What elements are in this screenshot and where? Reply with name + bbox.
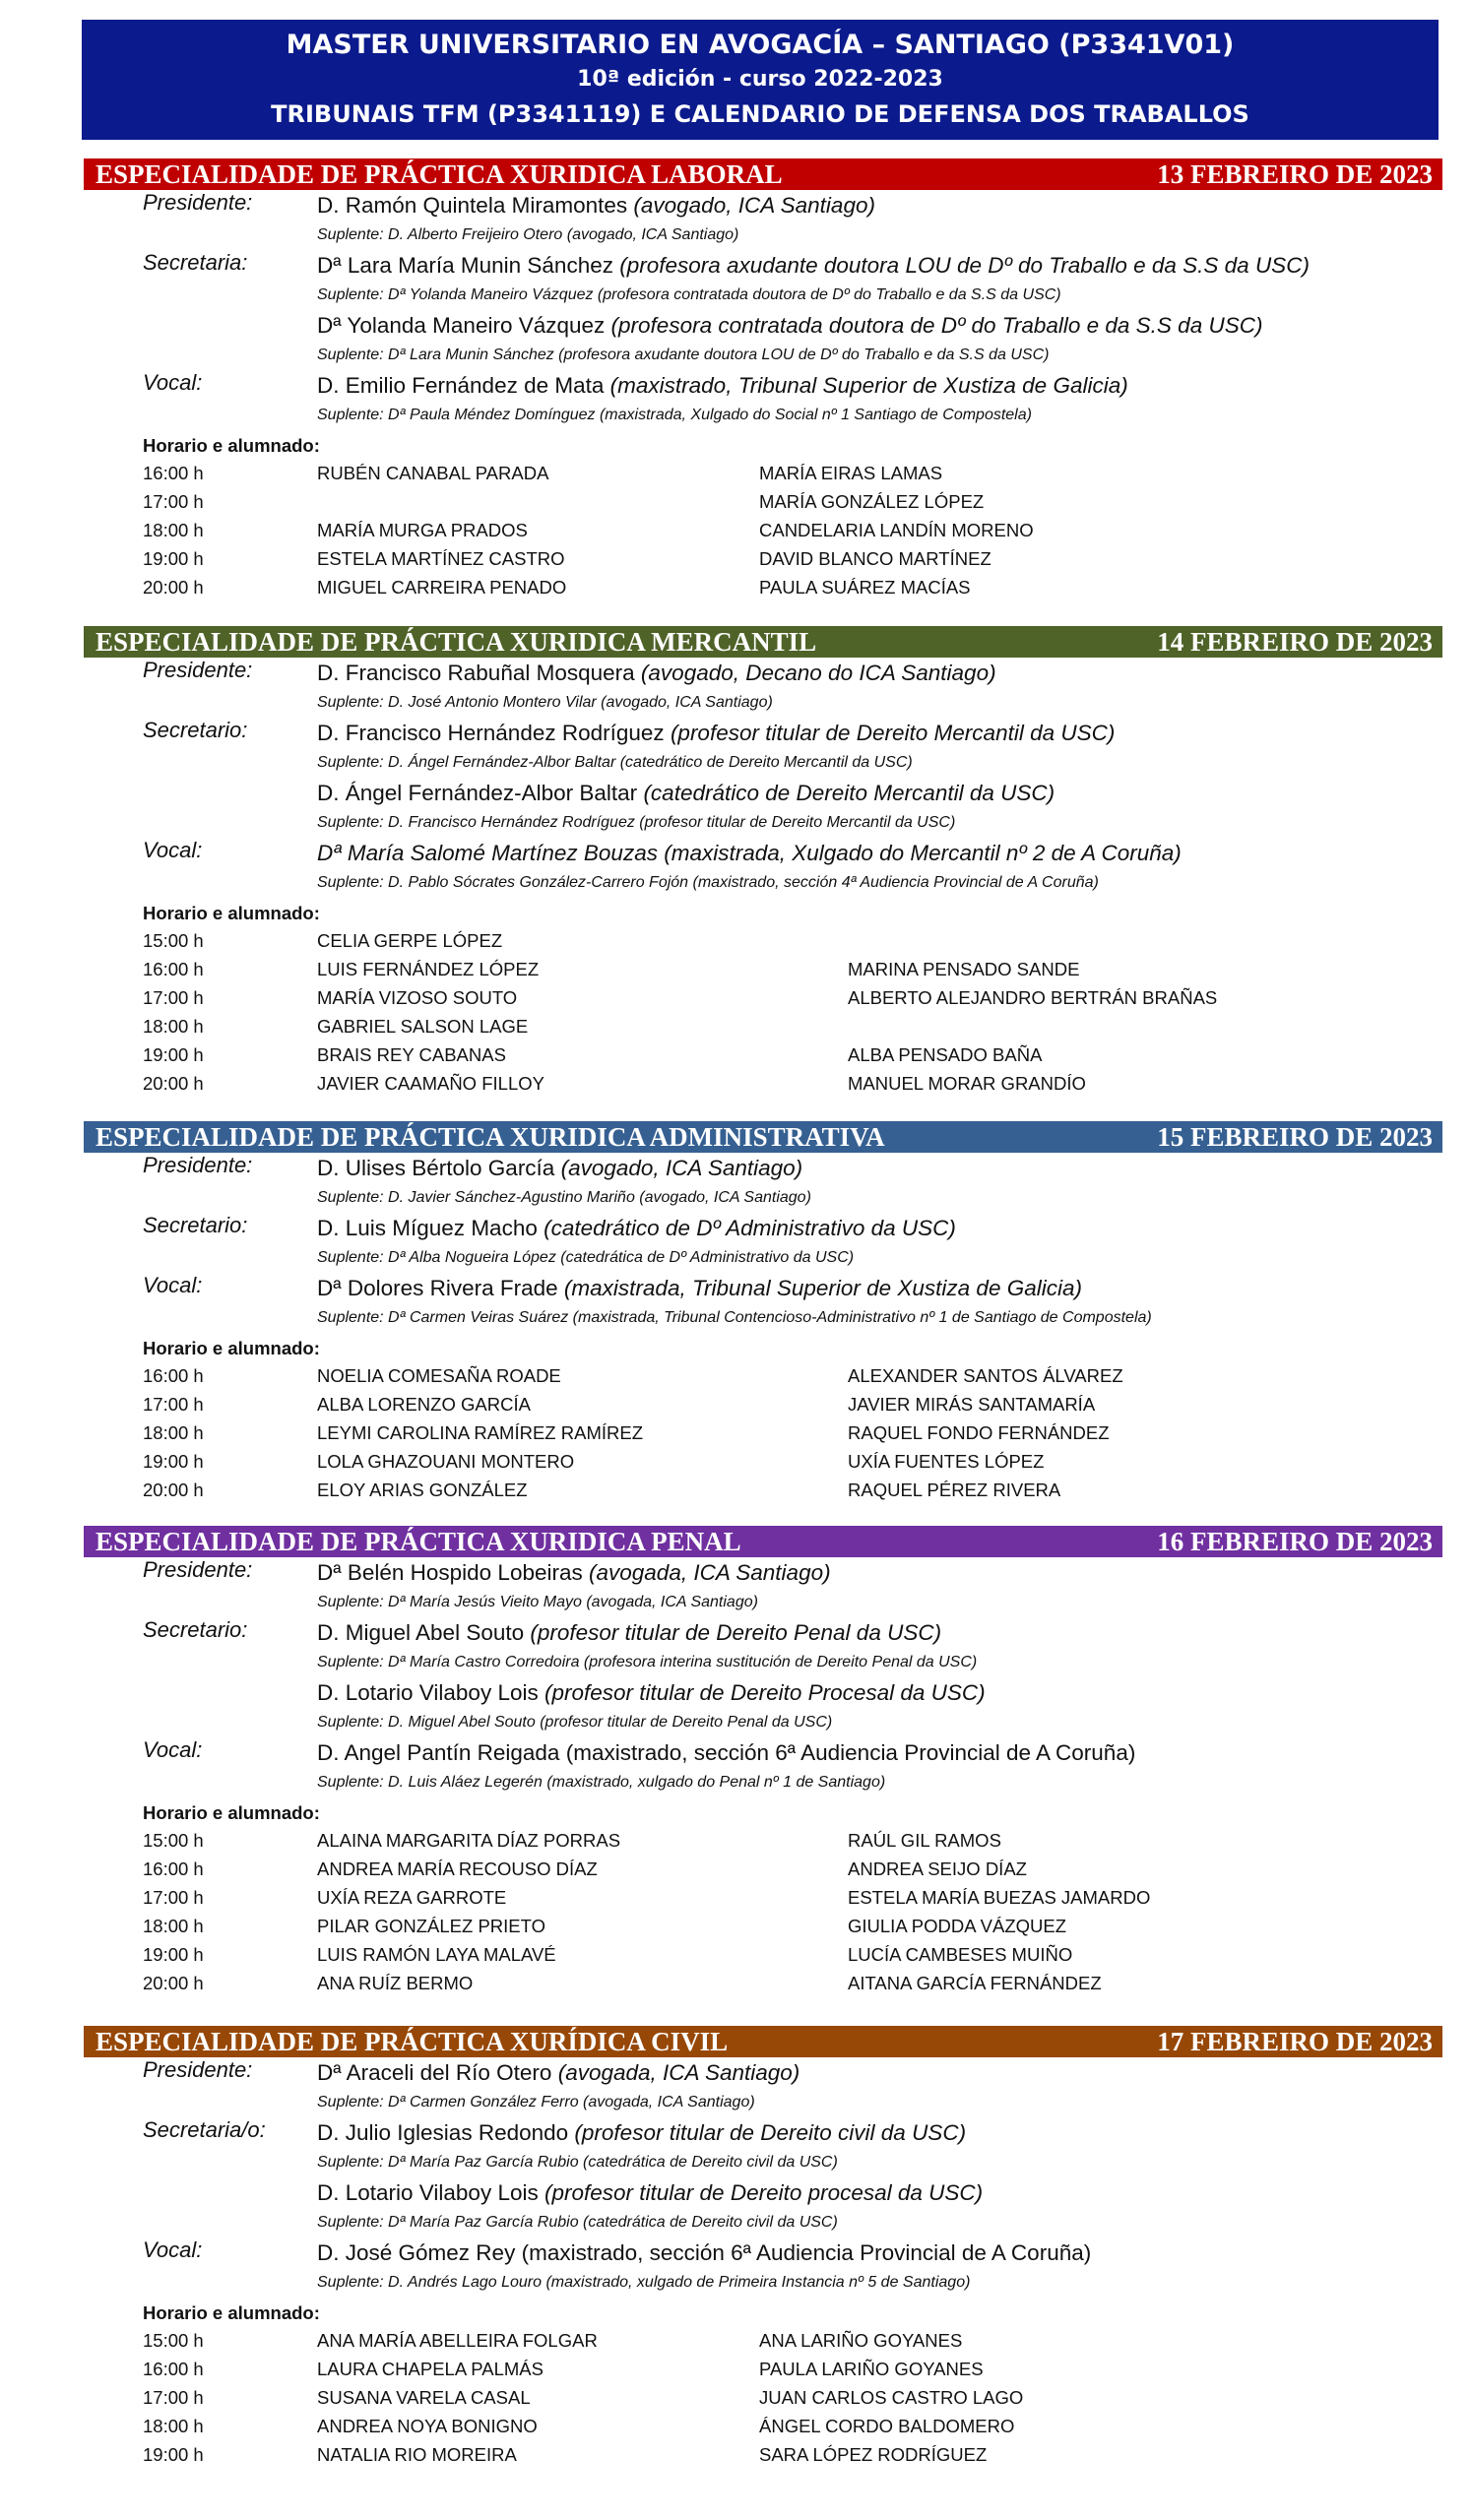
student-name: ALEXANDER SANTOS ÁLVAREZ xyxy=(848,1365,1123,1386)
student-name: LAURA CHAPELA PALMÁS xyxy=(317,2359,544,2379)
member-description: (avogado, ICA Santiago) xyxy=(560,1156,803,1180)
student-name: MARINA PENSADO SANDE xyxy=(848,959,1080,979)
section-date: 13 FEBREIRO DE 2023 xyxy=(1157,159,1433,189)
student-name: PILAR GONZÁLEZ PRIETO xyxy=(317,1916,545,1936)
member-substitute: Suplente: Dª María Paz García Rubio (catedrática de Dereito civil da USC) xyxy=(317,2154,838,2171)
slot-time: 15:00 h xyxy=(143,2330,204,2351)
member-substitute: Suplente: D. Ángel Fernández-Albor Baltar (catedrático de Dereito Mercantil da USC) xyxy=(317,754,913,771)
tribunal-member xyxy=(0,718,1471,778)
section-date: 14 FEBREIRO DE 2023 xyxy=(1157,627,1433,657)
schedule-row xyxy=(0,2412,1471,2440)
slot-time: 19:00 h xyxy=(143,1944,204,1965)
header-subtitle: TRIBUNAIS TFM (P3341119) E CALENDARIO DE DEFENSA DOS TRABALLOS xyxy=(271,100,1249,128)
member-name-line xyxy=(317,370,1471,401)
section-title: ESPECIALIDADE DE PRÁCTICA XURÍDICA CIVIL xyxy=(96,2027,729,2056)
tribunal-member xyxy=(0,1557,1471,1617)
tribunal-member xyxy=(0,1153,1471,1213)
member-entry xyxy=(317,1677,1471,1737)
member-description: (catedrático de Dº Administrativo da USC) xyxy=(544,1216,956,1240)
section-date: 16 FEBREIRO DE 2023 xyxy=(1157,1527,1433,1556)
member-name-line xyxy=(317,1617,1471,1648)
tribunal-section xyxy=(0,658,1471,1098)
schedule-row xyxy=(0,1476,1471,1504)
tribunal-section xyxy=(0,190,1471,601)
student-name: PAULA SUÁREZ MACÍAS xyxy=(759,577,971,598)
student-name: MARÍA EIRAS LAMAS xyxy=(759,463,943,483)
student-name: ANA LARIÑO GOYANES xyxy=(759,2330,963,2351)
member-name-line xyxy=(317,1737,1471,1768)
member-name: Dª María Salomé Martínez Bouzas xyxy=(317,841,658,865)
member-name: D. Emilio Fernández de Mata xyxy=(317,373,605,398)
member-entry xyxy=(317,2117,1471,2177)
member-description: (profesor titular de Dereito Procesal da USC) xyxy=(544,1680,986,1705)
schedule-row xyxy=(0,516,1471,544)
member-role: Secretario: xyxy=(143,718,248,742)
schedule-row xyxy=(0,2326,1471,2355)
student-name: MARÍA VIZOSO SOUTO xyxy=(317,987,518,1008)
student-name: LUIS FERNÁNDEZ LÓPEZ xyxy=(317,959,540,979)
slot-time: 19:00 h xyxy=(143,2444,204,2465)
member-substitute: Suplente: Dª Paula Méndez Domínguez (maxistrada, Xulgado do Social nº 1 Santiago de Compostela) xyxy=(317,407,1032,423)
slot-time: 18:00 h xyxy=(143,1016,204,1037)
section-banner xyxy=(84,1121,1442,1153)
member-description: (maxistrado, Tribunal Superior de Xustiza de Galicia) xyxy=(609,373,1128,398)
student-name: LUCÍA CAMBESES MUIÑO xyxy=(848,1944,1073,1965)
schedule-row xyxy=(0,1883,1471,1912)
tribunal-member xyxy=(0,838,1471,898)
member-substitute: Suplente: D. Francisco Hernández Rodríguez (profesor titular de Dereito Mercantil da USC) xyxy=(317,814,956,831)
section-banner xyxy=(84,626,1442,658)
tribunal-section xyxy=(0,1153,1471,1504)
tribunal-member xyxy=(0,658,1471,718)
tribunal-member xyxy=(0,2237,1471,2298)
member-substitute: Suplente: Dª María Castro Corredoira (profesora interina sustitución de Dereito Penal da USC) xyxy=(317,1654,978,1670)
student-name: JUAN CARLOS CASTRO LAGO xyxy=(759,2387,1024,2408)
member-entry xyxy=(317,2177,1471,2237)
student-name: MIGUEL CARREIRA PENADO xyxy=(317,577,567,598)
schedule-row xyxy=(0,1855,1471,1883)
member-role: Presidente: xyxy=(143,2057,253,2082)
member-description: (avogada, ICA Santiago) xyxy=(557,2060,800,2085)
member-name-line xyxy=(317,1557,1471,1588)
student-name: NATALIA RIO MOREIRA xyxy=(317,2444,517,2465)
member-description: (profesora axudante doutora LOU de Dº do Traballo e da S.S da USC) xyxy=(619,253,1310,278)
member-name-line xyxy=(317,1677,1471,1708)
student-name: ESTELA MARÍA BUEZAS JAMARDO xyxy=(848,1887,1151,1908)
schedule-row xyxy=(0,2355,1471,2383)
member-description: (avogada, ICA Santiago) xyxy=(589,1560,831,1585)
member-name-line xyxy=(317,310,1471,341)
student-name: RAQUEL FONDO FERNÁNDEZ xyxy=(848,1422,1110,1443)
member-entry xyxy=(317,1557,1471,1617)
schedule-heading: Horario e alumnado: xyxy=(143,903,320,923)
schedule-row xyxy=(0,459,1471,487)
schedule-row xyxy=(0,573,1471,601)
member-name: D. Ulises Bértolo García xyxy=(317,1156,555,1180)
slot-time: 20:00 h xyxy=(143,1073,204,1094)
slot-time: 16:00 h xyxy=(143,959,204,979)
student-name: NOELIA COMESAÑA ROADE xyxy=(317,1365,561,1386)
member-role: Vocal: xyxy=(143,1737,203,1762)
member-name-line xyxy=(317,1213,1471,1243)
student-name: DAVID BLANCO MARTÍNEZ xyxy=(759,548,991,569)
member-entry xyxy=(317,1273,1471,1333)
schedule-heading: Horario e alumnado: xyxy=(143,435,320,456)
member-entry xyxy=(317,658,1471,718)
member-substitute: Suplente: D. Andrés Lago Louro (maxistrado, xulgado de Primeira Instancia nº 5 de Santiago) xyxy=(317,2274,971,2291)
slot-time: 18:00 h xyxy=(143,520,204,540)
schedule-row xyxy=(0,1826,1471,1855)
member-substitute: Suplente: Dª Yolanda Maneiro Vázquez (profesora contratada doutora de Dº do Traballo e da S.S da USC) xyxy=(317,286,1061,303)
member-role: Presidente: xyxy=(143,658,253,682)
header-edition: 10ª edición - curso 2022-2023 xyxy=(577,67,943,92)
member-role: Secretario: xyxy=(143,1213,248,1237)
slot-time: 20:00 h xyxy=(143,577,204,598)
member-name-line xyxy=(317,2057,1471,2088)
member-role: Presidente: xyxy=(143,1557,253,1582)
member-substitute: Suplente: D. José Antonio Montero Vilar (avogado, ICA Santiago) xyxy=(317,694,773,711)
schedule-row xyxy=(0,2383,1471,2412)
section-title: ESPECIALIDADE DE PRÁCTICA XURIDICA ADMINISTRATIVA xyxy=(96,1122,885,1152)
student-name: ESTELA MARTÍNEZ CASTRO xyxy=(317,548,565,569)
tribunal-member xyxy=(0,1617,1471,1677)
member-name-line xyxy=(317,838,1471,868)
tribunal-section xyxy=(0,1557,1471,1997)
member-substitute: Suplente: D. Miguel Abel Souto (profesor titular de Dereito Penal da USC) xyxy=(317,1714,833,1731)
slot-time: 18:00 h xyxy=(143,2416,204,2436)
schedule-row xyxy=(0,1390,1471,1418)
student-name: ANDREA MARÍA RECOUSO DÍAZ xyxy=(317,1858,598,1879)
member-substitute: Suplente: D. Javier Sánchez-Agustino Mariño (avogado, ICA Santiago) xyxy=(317,1189,811,1206)
student-name: ANDREA SEIJO DÍAZ xyxy=(848,1858,1027,1879)
slot-time: 16:00 h xyxy=(143,1858,204,1879)
student-name: ELOY ARIAS GONZÁLEZ xyxy=(317,1480,528,1500)
member-substitute: Suplente: Dª Alba Nogueira López (catedrática de Dº Administrativo da USC) xyxy=(317,1249,855,1266)
student-name: AITANA GARCÍA FERNÁNDEZ xyxy=(848,1973,1102,1993)
member-substitute: Suplente: D. Pablo Sócrates González-Carrero Fojón (maxistrado, sección 4ª Audiencia Provincial de A Coruña) xyxy=(317,874,1099,891)
student-name: LEYMI CAROLINA RAMÍREZ RAMÍREZ xyxy=(317,1422,643,1443)
member-description: (maxistrado, sección 6ª Audiencia Provincial de A Coruña) xyxy=(521,2240,1092,2265)
member-name: D. Luis Míguez Macho xyxy=(317,1216,538,1240)
member-name: D. Lotario Vilaboy Lois xyxy=(317,1680,539,1705)
tribunal-member xyxy=(0,1677,1471,1737)
member-name-line xyxy=(317,2117,1471,2148)
member-name: D. Francisco Rabuñal Mosquera xyxy=(317,661,635,685)
tribunal-member xyxy=(0,190,1471,250)
slot-time: 20:00 h xyxy=(143,1973,204,1993)
tribunal-member xyxy=(0,1737,1471,1797)
document-header xyxy=(82,20,1439,140)
member-role: Vocal: xyxy=(143,1273,203,1297)
schedule-row xyxy=(0,487,1471,516)
schedule-row xyxy=(0,1040,1471,1069)
section-banner xyxy=(84,158,1442,190)
member-substitute: Suplente: D. Luis Aláez Legerén (maxistrado, xulgado do Penal nº 1 de Santiago) xyxy=(317,1774,886,1791)
member-entry xyxy=(317,370,1471,430)
student-name: RUBÉN CANABAL PARADA xyxy=(317,463,549,483)
member-role: Secretaria: xyxy=(143,250,248,275)
member-description: (maxistrada, Xulgado do Mercantil nº 2 de A Coruña) xyxy=(664,841,1182,865)
member-name: D. Angel Pantín Reigada xyxy=(317,1740,560,1765)
student-name: CELIA GERPE LÓPEZ xyxy=(317,930,503,951)
student-name: LOLA GHAZOUANI MONTERO xyxy=(317,1451,575,1472)
member-name: D. Lotario Vilaboy Lois xyxy=(317,2180,539,2205)
tribunal-member xyxy=(0,2177,1471,2237)
schedule-heading: Horario e alumnado: xyxy=(143,2302,320,2323)
member-entry xyxy=(317,250,1471,310)
schedule-row xyxy=(0,983,1471,1012)
section-title: ESPECIALIDADE DE PRÁCTICA XURIDICA PENAL xyxy=(96,1527,741,1556)
student-name: ALBA LORENZO GARCÍA xyxy=(317,1394,531,1415)
member-name-line xyxy=(317,1153,1471,1183)
member-description: (profesor titular de Dereito Penal da USC) xyxy=(530,1620,942,1645)
schedule-heading: Horario e alumnado: xyxy=(143,1338,320,1358)
student-name: SUSANA VARELA CASAL xyxy=(317,2387,531,2408)
student-name: SARA LÓPEZ RODRÍGUEZ xyxy=(759,2444,988,2465)
member-role: Vocal: xyxy=(143,370,203,395)
member-name-line xyxy=(317,250,1471,281)
member-description: (profesor titular de Dereito Mercantil da USC) xyxy=(670,721,1116,745)
student-name: MARÍA GONZÁLEZ LÓPEZ xyxy=(759,491,985,512)
member-name: Dª Belén Hospido Lobeiras xyxy=(317,1560,583,1585)
student-name: GABRIEL SALSON LAGE xyxy=(317,1016,529,1037)
member-entry xyxy=(317,1213,1471,1273)
member-entry xyxy=(317,190,1471,250)
slot-time: 16:00 h xyxy=(143,2359,204,2379)
tribunal-member xyxy=(0,1273,1471,1333)
member-name-line xyxy=(317,658,1471,688)
member-role: Secretario: xyxy=(143,1617,248,1642)
student-name: UXÍA FUENTES LÓPEZ xyxy=(848,1451,1045,1472)
member-name-line xyxy=(317,2177,1471,2208)
tribunal-member xyxy=(0,1213,1471,1273)
member-name: Dª Araceli del Río Otero xyxy=(317,2060,552,2085)
member-name: Dª Lara María Munin Sánchez xyxy=(317,253,613,278)
student-name: ANA RUÍZ BERMO xyxy=(317,1973,474,1993)
tribunal-member xyxy=(0,778,1471,838)
member-name: D. Francisco Hernández Rodríguez xyxy=(317,721,665,745)
student-name: MANUEL MORAR GRANDÍO xyxy=(848,1073,1086,1094)
slot-time: 16:00 h xyxy=(143,463,204,483)
schedule-heading: Horario e alumnado: xyxy=(143,1802,320,1823)
student-name: ALBERTO ALEJANDRO BERTRÁN BRAÑAS xyxy=(848,987,1218,1008)
member-entry xyxy=(317,1737,1471,1797)
member-entry xyxy=(317,2057,1471,2117)
section-date: 15 FEBREIRO DE 2023 xyxy=(1157,1122,1433,1152)
member-name: Dª Yolanda Maneiro Vázquez xyxy=(317,313,606,338)
tribunal-section xyxy=(0,2057,1471,2469)
member-substitute: Suplente: Dª María Jesús Vieito Mayo (avogada, ICA Santiago) xyxy=(317,1594,758,1610)
member-name-line xyxy=(317,718,1471,748)
member-name: D. Miguel Abel Souto xyxy=(317,1620,525,1645)
member-description: (profesora contratada doutora de Dº do Traballo e da S.S da USC) xyxy=(610,313,1263,338)
member-entry xyxy=(317,310,1471,370)
student-name: RAÚL GIL RAMOS xyxy=(848,1830,1001,1851)
slot-time: 15:00 h xyxy=(143,930,204,951)
member-entry xyxy=(317,1153,1471,1213)
student-name: JAVIER MIRÁS SANTAMARÍA xyxy=(848,1394,1096,1415)
member-entry xyxy=(317,838,1471,898)
schedule-row xyxy=(0,955,1471,983)
student-name: ALAINA MARGARITA DÍAZ PORRAS xyxy=(317,1830,621,1851)
slot-time: 15:00 h xyxy=(143,1830,204,1851)
schedule-row xyxy=(0,1940,1471,1969)
member-role: Vocal: xyxy=(143,2237,203,2262)
member-entry xyxy=(317,1617,1471,1677)
student-name: RAQUEL PÉREZ RIVERA xyxy=(848,1480,1061,1500)
member-name: D. José Gómez Rey xyxy=(317,2240,516,2265)
section-title: ESPECIALIDADE DE PRÁCTICA XURIDICA LABORAL xyxy=(96,159,783,189)
member-name: Dª Dolores Rivera Frade xyxy=(317,1276,558,1300)
member-description: (profesor titular de Dereito procesal da USC) xyxy=(544,2180,984,2205)
member-name: D. Ramón Quintela Miramontes xyxy=(317,193,628,218)
student-name: GIULIA PODDA VÁZQUEZ xyxy=(848,1916,1067,1936)
section-banner xyxy=(84,2026,1442,2057)
student-name: PAULA LARIÑO GOYANES xyxy=(759,2359,984,2379)
slot-time: 19:00 h xyxy=(143,1451,204,1472)
slot-time: 18:00 h xyxy=(143,1916,204,1936)
student-name: UXÍA REZA GARROTE xyxy=(317,1887,507,1908)
slot-time: 17:00 h xyxy=(143,1887,204,1908)
student-name: ALBA PENSADO BAÑA xyxy=(848,1044,1043,1065)
student-name: JAVIER CAAMAÑO FILLOY xyxy=(317,1073,544,1094)
slot-time: 20:00 h xyxy=(143,1480,204,1500)
section-title: ESPECIALIDADE DE PRÁCTICA XURIDICA MERCANTIL xyxy=(96,627,817,657)
member-substitute: Suplente: Dª María Paz García Rubio (catedrática de Dereito civil da USC) xyxy=(317,2214,838,2231)
member-name: D. Ángel Fernández-Albor Baltar xyxy=(317,781,638,805)
member-name: D. Julio Iglesias Redondo xyxy=(317,2120,569,2145)
student-name: CANDELARIA LANDÍN MORENO xyxy=(759,520,1034,540)
member-entry xyxy=(317,2237,1471,2298)
member-name-line xyxy=(317,2237,1471,2268)
tribunal-member xyxy=(0,370,1471,430)
member-role: Presidente: xyxy=(143,1153,253,1177)
member-description: (avogado, ICA Santiago) xyxy=(633,193,875,218)
slot-time: 17:00 h xyxy=(143,491,204,512)
slot-time: 18:00 h xyxy=(143,1422,204,1443)
member-substitute: Suplente: Dª Lara Munin Sánchez (profesora axudante doutora LOU de Dº do Traballo e da S.S da USC) xyxy=(317,346,1050,363)
member-description: (avogado, Decano do ICA Santiago) xyxy=(640,661,996,685)
student-name: LUIS RAMÓN LAYA MALAVÉ xyxy=(317,1944,556,1965)
member-substitute: Suplente: Dª Carmen Veiras Suárez (maxistrada, Tribunal Contencioso-Administrativo nº 1 de Santiago de Compostela) xyxy=(317,1309,1152,1326)
schedule-row xyxy=(0,1969,1471,1997)
tribunal-member xyxy=(0,310,1471,370)
member-name-line xyxy=(317,778,1471,808)
member-role: Vocal: xyxy=(143,838,203,862)
member-substitute: Suplente: Dª Carmen González Ferro (avogada, ICA Santiago) xyxy=(317,2094,755,2110)
schedule-row xyxy=(0,1418,1471,1447)
slot-time: 17:00 h xyxy=(143,2387,204,2408)
member-substitute: Suplente: D. Alberto Freijeiro Otero (avogado, ICA Santiago) xyxy=(317,226,739,243)
section-banner xyxy=(84,1526,1442,1557)
slot-time: 17:00 h xyxy=(143,1394,204,1415)
member-description: (profesor titular de Dereito civil da USC) xyxy=(574,2120,967,2145)
schedule-row xyxy=(0,544,1471,573)
member-description: (maxistrado, sección 6ª Audiencia Provincial de A Coruña) xyxy=(565,1740,1136,1765)
member-name-line xyxy=(317,1273,1471,1303)
member-name-line xyxy=(317,190,1471,220)
header-title: MASTER UNIVERSITARIO EN AVOGACÍA – SANTIAGO (P3341V01) xyxy=(286,30,1235,60)
schedule-row xyxy=(0,1447,1471,1476)
slot-time: 17:00 h xyxy=(143,987,204,1008)
slot-time: 16:00 h xyxy=(143,1365,204,1386)
member-role: Secretaria/o: xyxy=(143,2117,266,2142)
section-date: 17 FEBREIRO DE 2023 xyxy=(1157,2027,1433,2056)
tribunal-member xyxy=(0,2117,1471,2177)
student-name: ANDREA NOYA BONIGNO xyxy=(317,2416,538,2436)
member-role: Presidente: xyxy=(143,190,253,215)
student-name: MARÍA MURGA PRADOS xyxy=(317,520,528,540)
student-name: ANA MARÍA ABELLEIRA FOLGAR xyxy=(317,2330,598,2351)
tribunal-member xyxy=(0,250,1471,310)
member-entry xyxy=(317,778,1471,838)
schedule-row xyxy=(0,1069,1471,1098)
schedule-row xyxy=(0,2440,1471,2469)
slot-time: 19:00 h xyxy=(143,548,204,569)
schedule-row xyxy=(0,926,1471,955)
student-name: ÁNGEL CORDO BALDOMERO xyxy=(759,2416,1015,2436)
schedule-row xyxy=(0,1361,1471,1390)
member-description: (catedrático de Dereito Mercantil da USC) xyxy=(643,781,1055,805)
student-name: BRAIS REY CABANAS xyxy=(317,1044,506,1065)
member-entry xyxy=(317,718,1471,778)
slot-time: 19:00 h xyxy=(143,1044,204,1065)
schedule-row xyxy=(0,1912,1471,1940)
schedule-row xyxy=(0,1012,1471,1040)
tribunal-member xyxy=(0,2057,1471,2117)
member-description: (maxistrada, Tribunal Superior de Xustiza de Galicia) xyxy=(563,1276,1082,1300)
